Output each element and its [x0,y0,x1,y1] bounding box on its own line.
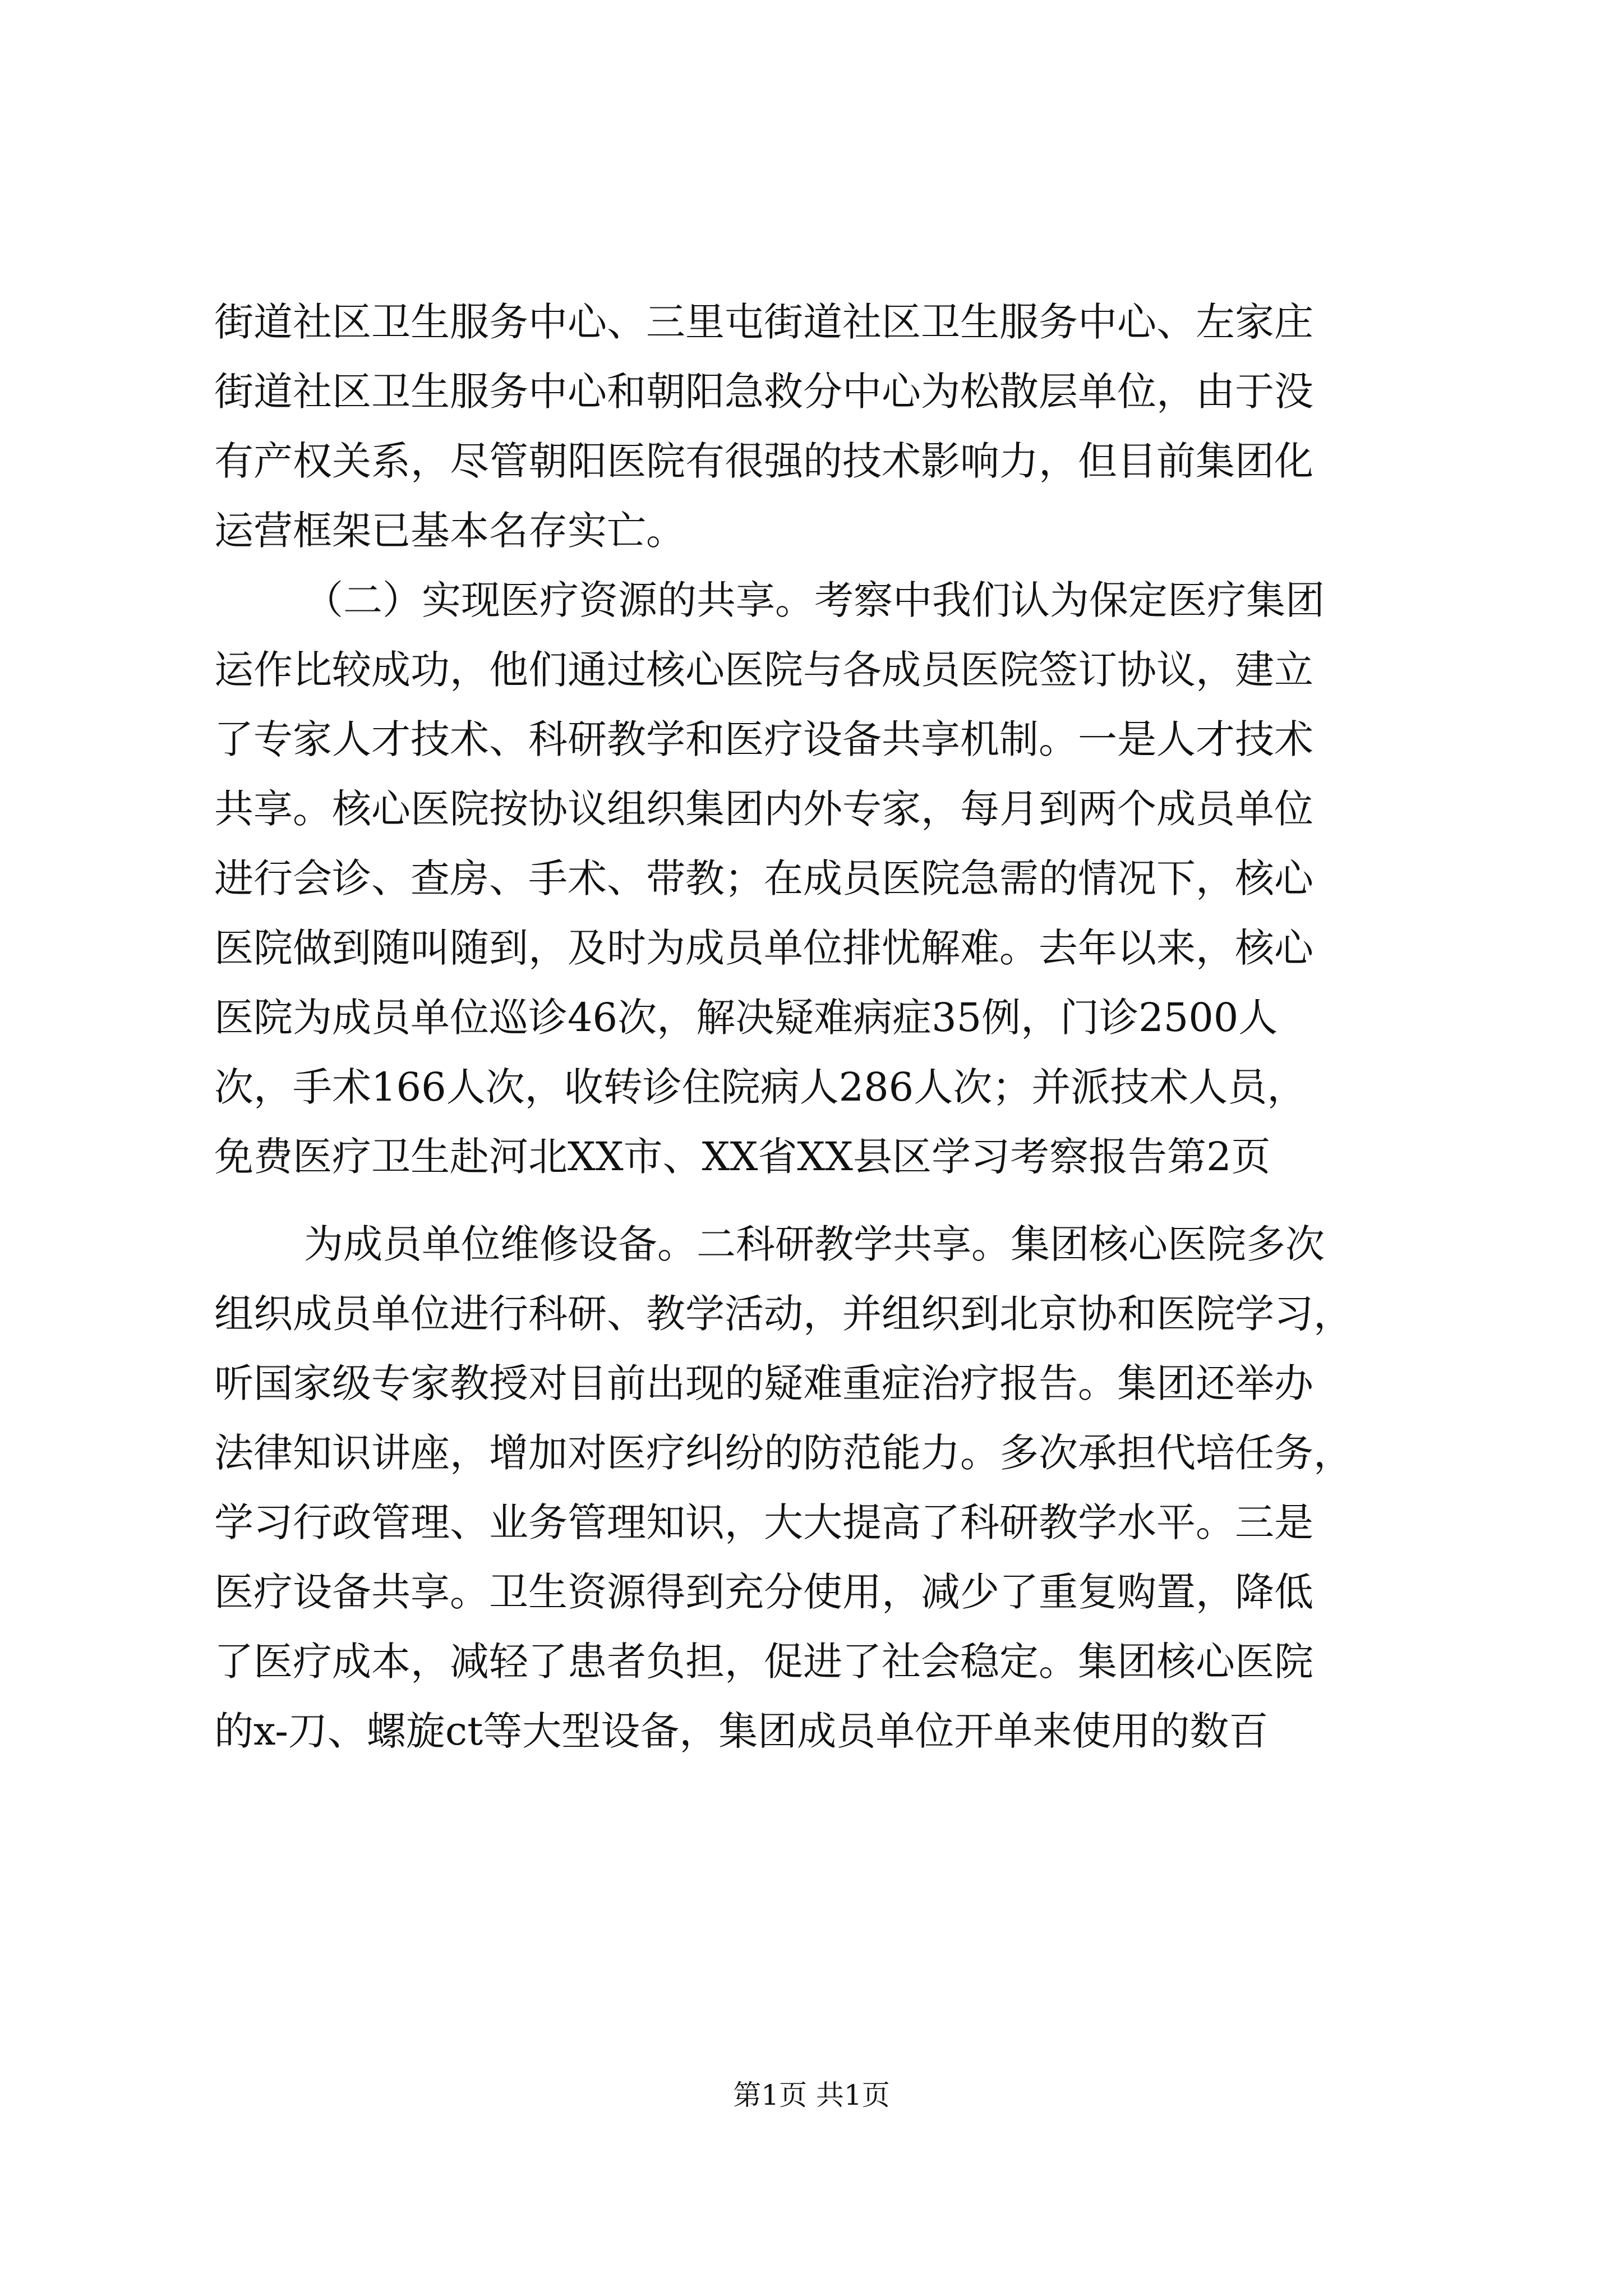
text-line: 医疗设备共享。卫生资源得到充分使用，减少了重复购置，降低 [214,1569,1313,1615]
text-line: 医院为成员单位巡诊46次，解决疑难病症35例，门诊2500人 [214,995,1278,1041]
text-line: 有产权关系，尽管朝阳医院有很强的技术影响力，但目前集团化 [214,438,1313,484]
text-line: 组织成员单位进行科研、教学活动，并组织到北京协和医院学习， [214,1291,1353,1337]
text-line: 免费医疗卫生赴河北XX市、XX省XX县区学习考察报告第2页 [214,1134,1271,1180]
text-line: 次，手术166人次，收转诊住院病人286人次；并派技术人员， [214,1064,1307,1110]
paragraph [214,1209,1431,1766]
text-line: 进行会诊、查房、手术、带教；在成员医院急需的情况下，核心 [214,855,1313,901]
text-line: 运营框架已基本名存实亡。 [214,508,685,554]
text-line: 为成员单位维修设备。二科研教学共享。集团核心医院多次 [304,1221,1325,1267]
paragraph [214,565,1431,1191]
document-body [214,287,1431,1766]
text-line: 街道社区卫生服务中心和朝阳急救分中心为松散层单位，由于没 [214,369,1313,415]
text-line: 共享。核心医院按协议组织集团内外专家，每月到两个成员单位 [214,786,1313,832]
text-line: 运作比较成功，他们通过核心医院与各成员医院签订协议，建立 [214,647,1313,693]
text-line: 街道社区卫生服务中心、三里屯街道社区卫生服务中心、左家庄 [214,299,1313,345]
text-line: 了专家人才技术、科研教学和医疗设备共享机制。一是人才技术 [214,716,1313,762]
text-line: 法律知识讲座，增加对医疗纠纷的防范能力。多次承担代培任务， [214,1430,1353,1476]
text-line: 医院做到随叫随到，及时为成员单位排忧解难。去年以来，核心 [214,925,1313,971]
text-line: 听国家级专家教授对目前出现的疑难重症治疗报告。集团还举办 [214,1360,1313,1406]
paragraph [214,287,1431,565]
page-footer: 第1页 共1页 [733,2079,890,2111]
text-line: （二）实现医疗资源的共享。考察中我们认为保定医疗集团 [304,577,1325,623]
text-line: 了医疗成本，减轻了患者负担，促进了社会稳定。集团核心医院 [214,1639,1313,1685]
text-line: 的x-刀、螺旋ct等大型设备，集团成员单位开单来使用的数百 [214,1708,1269,1754]
text-line: 学习行政管理、业务管理知识，大大提高了科研教学水平。三是 [214,1499,1313,1545]
